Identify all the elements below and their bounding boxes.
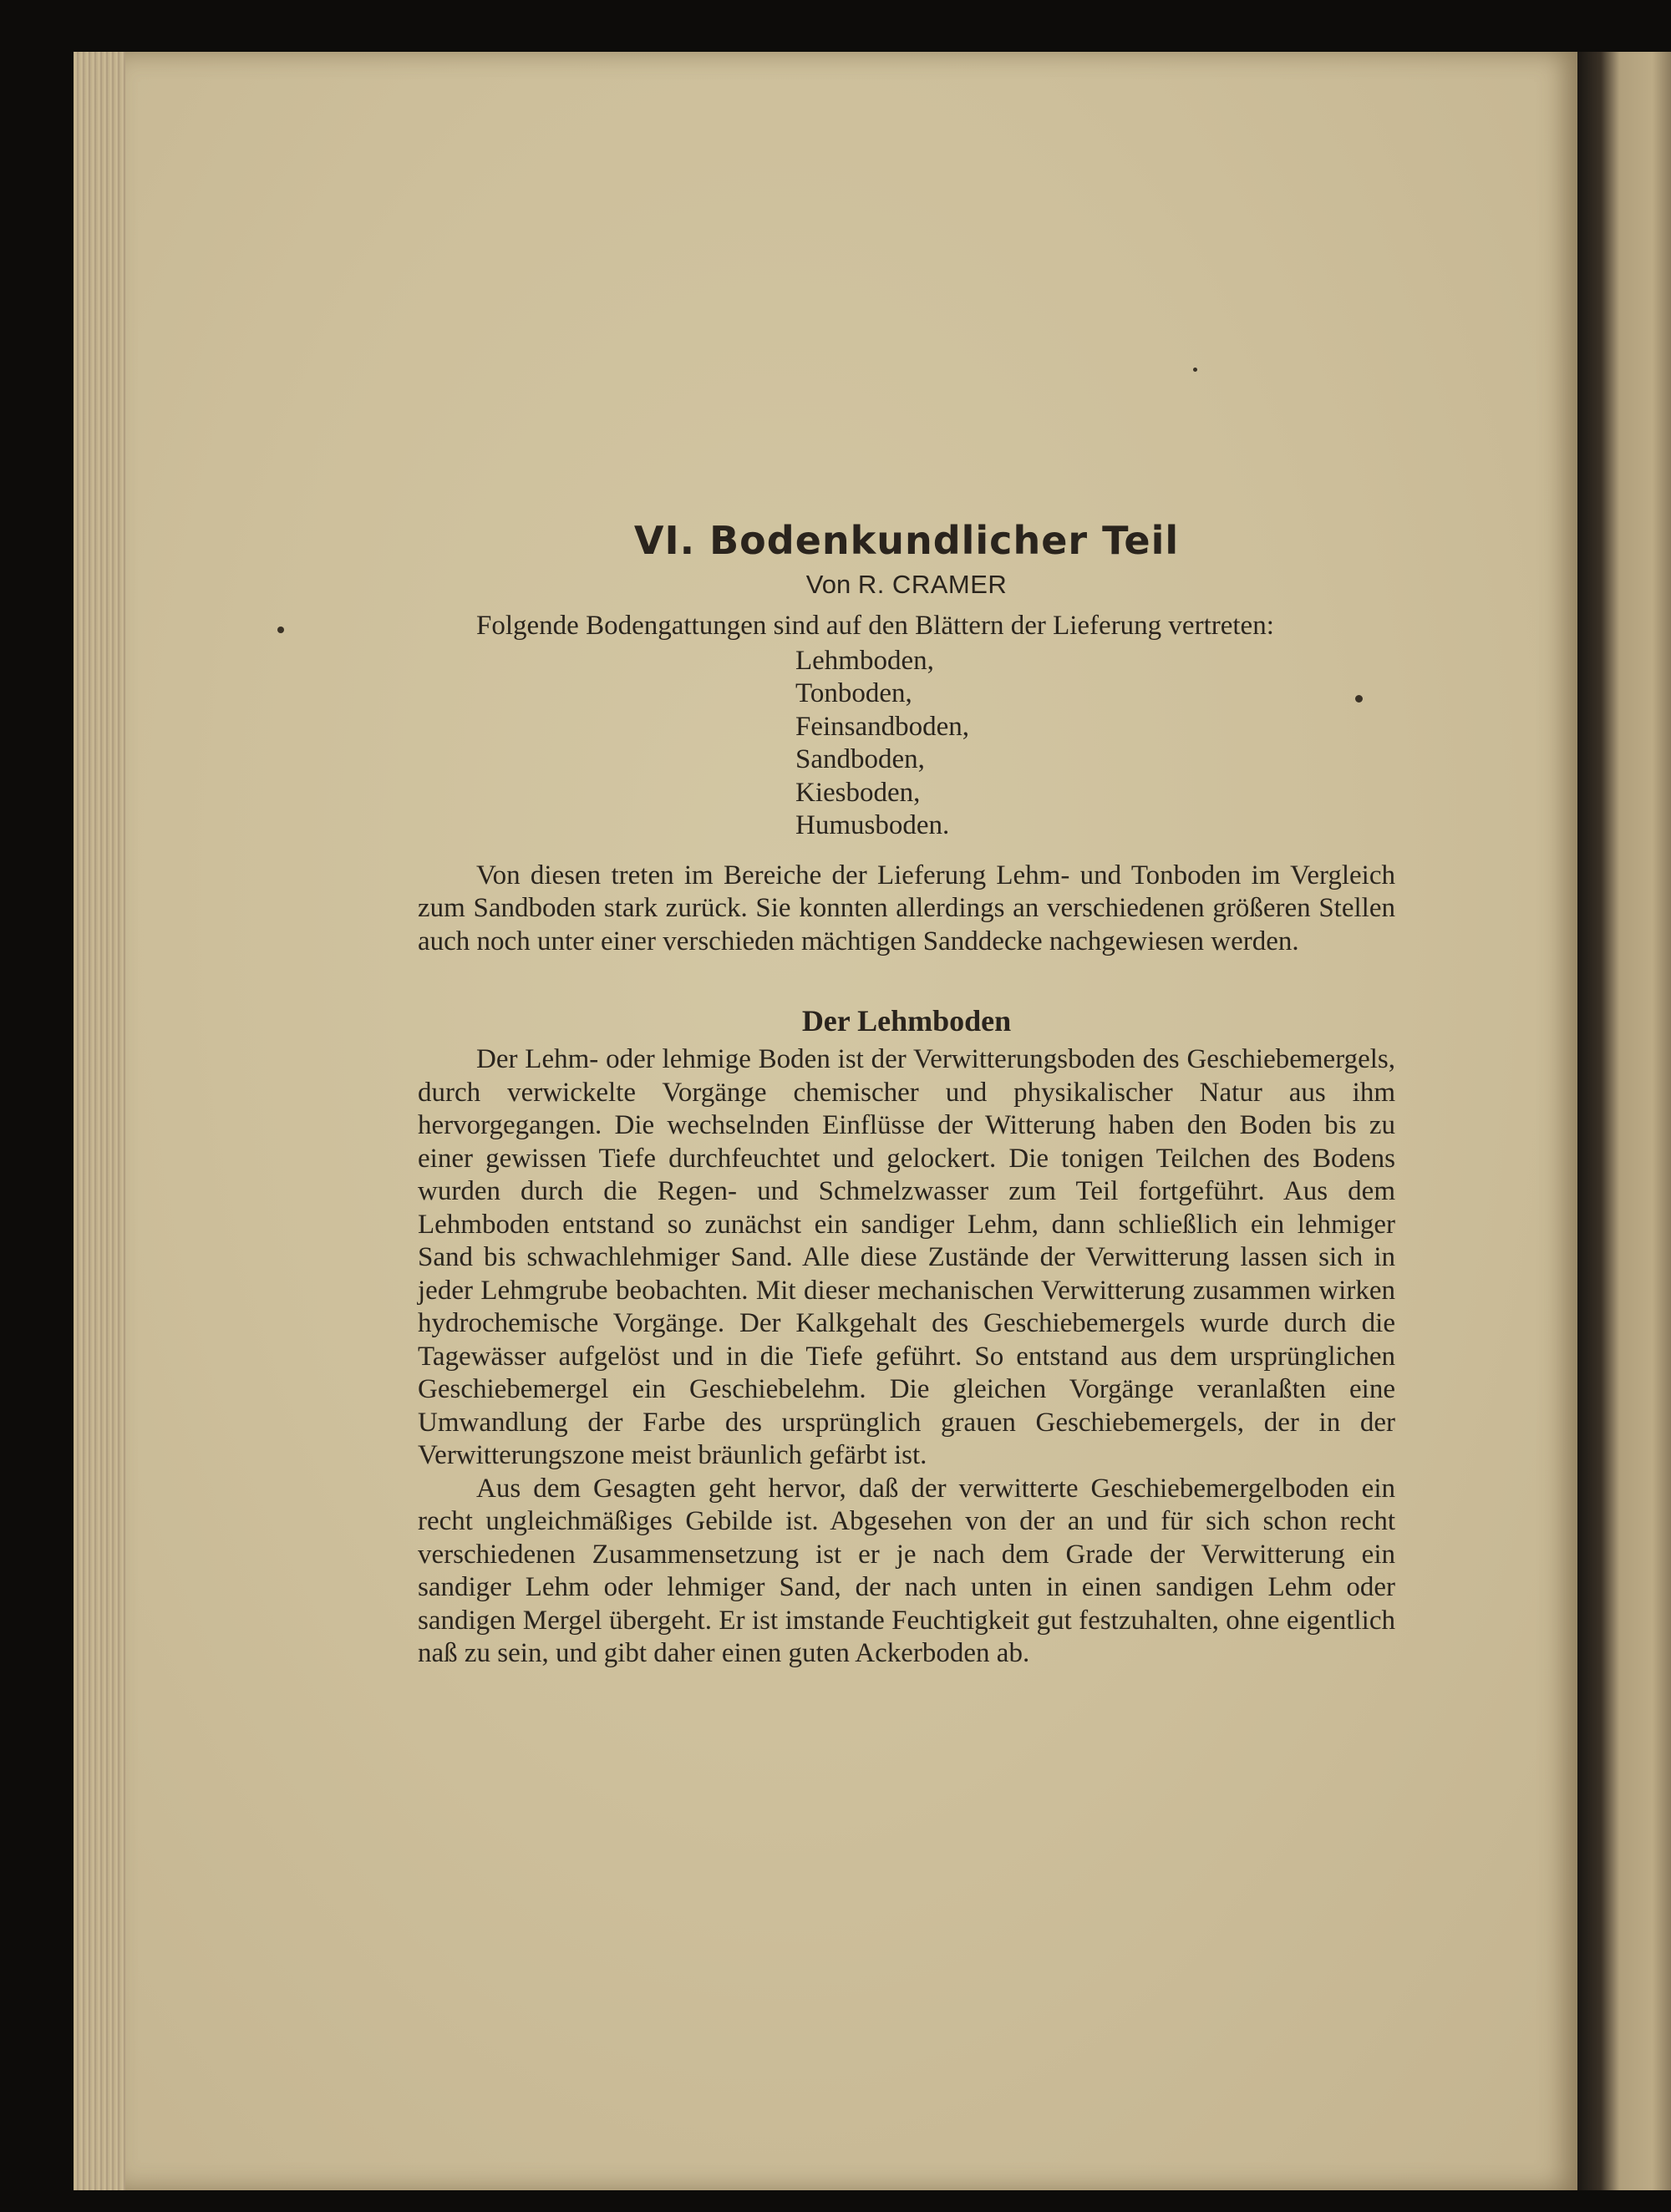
paper-speck	[1193, 368, 1197, 372]
list-item: Feinsandboden,	[795, 711, 970, 742]
author-name: R. CRAMER	[857, 570, 1008, 599]
body-paragraph: Der Lehm- oder lehmige Boden ist der Verwitterungsboden des Geschiebemergels, durch verwickelte Vorgänge chemischer und physikalischer Natur aus ihm hervorgegangen. Die wechselnden Einflüsse der Witterung haben den Boden bis zu einer gewissen Tiefe durchfeuchtet und gelockert. Die tonigen Teilchen des Bodens wurden durch die Regen- und Schmelzwasser zum Teil fortgeführt. Aus dem Lehmboden entstand so zunächst ein sandiger Lehm, dann schließlich ein lehmiger Sand bis schwachlehmiger Sand. Alle diese Zustände der Verwitterung lassen sich in jeder Lehmgrube beobachten. Mit dieser mechanischen Verwitterung zusammen wirken hydrochemische Vorgänge. Der Kalkgehalt des Geschiebemergels wurde durch die Tagewässer aufgelöst und in die Tiefe geführt. So entstand aus dem ursprünglichen Geschiebemergel ein Geschiebelehm. Die gleichen Vorgänge veranlaßten eine Umwandlung der Farbe des ursprünglich grauen Geschiebemergels, der in der Verwitterungszone meist bräunlich gefärbt ist.	[418, 1044, 1395, 1470]
list-item: Lehmboden,	[795, 645, 934, 676]
overview-paragraph: Von diesen treten im Bereiche der Lieferung Lehm- und Tonboden im Vergleich zum Sandboden stark zurück. Sie konnten allerdings an verschiedenen größeren Stellen auch noch unter einer verschieden mächtigen Sanddecke nachgewiesen werden.	[418, 860, 1395, 956]
soil-type-list	[795, 645, 1395, 843]
facing-page-edge	[1577, 52, 1671, 2190]
list-item: Sandboden,	[795, 744, 925, 774]
body-paragraph: Aus dem Gesagten geht hervor, daß der verwitterte Geschiebemergelboden ein recht ungleichmäßiges Gebilde ist. Abgesehen von der an und für sich schon recht verschiedenen Zusammensetzung ist er je nach dem Grade der Verwitterung ein sandiger Lehm oder lehmiger Sand, der nach unten in einen sandigen Lehm oder sandigen Mergel übergeht. Er ist imstande Feuchtigkeit gut festzuhalten, ohne eigentlich naß zu sein, und gibt daher einen guten Ackerboden ab.	[418, 1473, 1395, 1668]
paper-speck	[277, 627, 284, 633]
intro-paragraph: Folgende Bodengattungen sind auf den Blättern der Lieferung vertreten:	[476, 611, 1274, 641]
page-content	[418, 518, 1395, 1671]
list-item: Kiesboden,	[795, 777, 921, 808]
chapter-title: VI. Bodenkundlicher Teil	[633, 518, 1180, 563]
list-item: Humusboden.	[795, 810, 950, 840]
author-line	[418, 570, 1395, 600]
section-title: Der Lehmboden	[801, 1004, 1012, 1038]
list-item: Tonboden,	[795, 678, 912, 708]
author-prefix: Von	[805, 570, 851, 599]
